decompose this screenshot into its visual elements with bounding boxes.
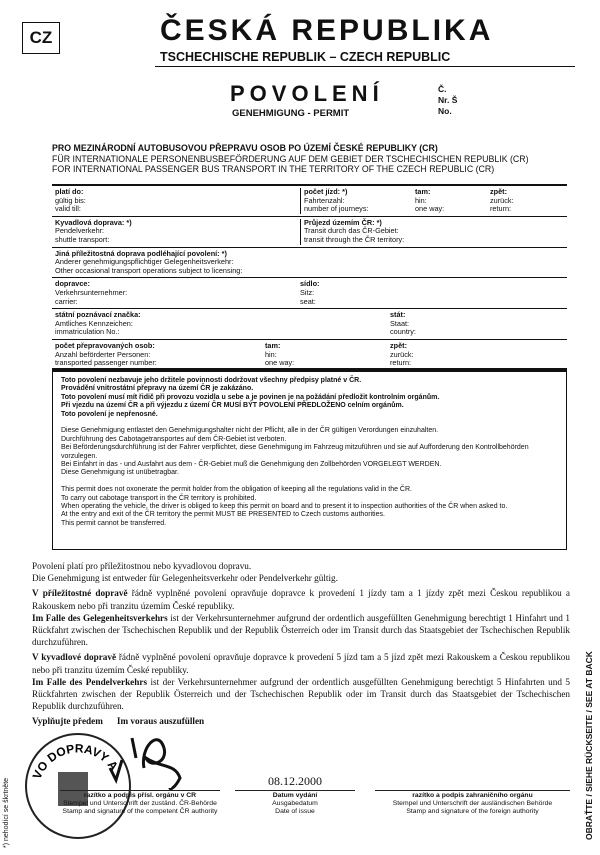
field-other-transport[interactable]: Jiná příležitostná doprava podléhající povolení: *) Anderer genehmigungspflichtiger Gelegenheitsverkehr: Other occasional transport operations subject to licensing: bbox=[55, 248, 243, 275]
see-back-note: OBRAŤTE / SIEHE RÜCKSEITE / SEE AT BACK bbox=[584, 651, 594, 840]
validity-de: Die Genehmigung ist entweder für Gelegenheitsverkehr oder Pendelverkehr gültig. bbox=[32, 573, 338, 584]
field-one-way[interactable]: tam: hin: one way: bbox=[415, 187, 445, 214]
signature bbox=[100, 724, 190, 790]
notice-cz: Toto povolení nezbavuje jeho držitele povinnosti dodržovat všechny předpisy platné v ČR. bbox=[61, 377, 362, 384]
foreign-authority-label: razítko a podpis zahraničního orgánu Stempel und Unterschrift der ausländischen Behörde Stamp and signature of the foreign authority bbox=[392, 792, 553, 815]
field-transit[interactable]: Průjezd územím ČR: *) Transit durch das ČR-Gebiet: transit through the ČR territory: bbox=[300, 219, 564, 245]
notice-en: This permit does not oxonerate the permit holder from the obligation of keeping all the regulations valid in the ČR. bbox=[61, 486, 412, 494]
field-passengers[interactable]: počet přepravovaných osob: Anzahl beförderter Personen: transported passenger number: bbox=[55, 340, 157, 368]
shuttle-cz: V kyvadlové dopravě řádně vyplněné povolení opravňuje dopravce k provedení 5 jízd tam a 5 jízd zpět mezi Rakouskem a Českou republikou nebo při tranzitu územím České republiky. bbox=[32, 652, 570, 675]
cz-authority-label: razítko a podpis přísl. orgánu v CR Stempel und Unterschrift der zuständ. ČR-Behörde Stamp and signature of the competent ČR authority bbox=[62, 792, 218, 815]
form-row-other bbox=[52, 248, 567, 279]
field-passengers-one-way[interactable]: tam: hin: one way: bbox=[265, 340, 295, 368]
number-label: No. bbox=[438, 106, 452, 116]
fill-in-advance: Vyplňujte předem Im voraus auszufüllen bbox=[32, 716, 205, 727]
form-row-shuttle bbox=[52, 217, 567, 248]
purpose-cz: PRO MEZINÁRODNÍ AUTOBUSOVOU PŘEPRAVU OSOB PO ÚZEMÍ ČESKÉ REPUBLIKY (CR) bbox=[52, 143, 438, 153]
notice-de: Diese Genehmigung entlastet den Genehmigungshalter nicht der Pflicht, alle in der ČR gültigen Verordungen einzuhalten. bbox=[61, 427, 439, 435]
form-row-passengers bbox=[52, 340, 567, 370]
issue-date: 08.12.2000 bbox=[268, 774, 322, 788]
form-row-carrier bbox=[52, 278, 567, 309]
permit-purpose bbox=[52, 143, 577, 175]
notice-de: Bei Beförderungsdurchführung ist der Fahrer verpflichtet, diese Genehmigung im Fahrzeug mitzuführen und sie auf Aufforderung den Kontrollbehörden vorzulegen. bbox=[61, 444, 529, 460]
notice-cz: Toto povolení musí mít řidič při provozu vozidla u sebe a je povinen je na požádání předložit kontrolním orgánům. bbox=[61, 393, 440, 401]
document-title: ČESKÁ REPUBLIKA bbox=[160, 14, 494, 47]
date-line bbox=[235, 790, 355, 791]
field-seat[interactable]: sídlo: Sitz: seat: bbox=[300, 279, 320, 306]
notice-cz: Při vjezdu na území ČR a při výjezdu z území ČR MUSÍ BÝT POVOLENÍ PŘEDLOŽENO celním orgánům. bbox=[61, 402, 404, 410]
notice-de: Diese Genehmigung ist unübetragbar. bbox=[61, 469, 179, 477]
notice-en: This permit cannot be transferred. bbox=[61, 519, 167, 527]
form-row-plate bbox=[52, 309, 567, 340]
purpose-de: FÜR INTERNATIONALE PERSONENBUSBEFÖRDERUNG AUF DEM GEBIET DER TSCHECHISCHEN REPUBLIK (CR) bbox=[52, 153, 529, 164]
permit-title: POVOLENÍ bbox=[230, 81, 384, 106]
field-passengers-return[interactable]: zpět: zurück: return: bbox=[390, 340, 414, 368]
field-carrier[interactable]: dopravce: Verkehrsunternehmer: carrier: bbox=[55, 279, 128, 306]
country-code-box: CZ bbox=[22, 22, 60, 54]
notice-cz: Provádění vnitrostátní přepravy na území ČR je zakázáno. bbox=[61, 385, 254, 393]
field-plate[interactable]: státní poznávací značka: Amtliches Kennzeichen: immatriculation No.: bbox=[55, 310, 141, 337]
notice-de: Durchführung des Cabotagetransportes auf dem ČR-Gebiet ist verboten. bbox=[61, 435, 287, 443]
field-journeys[interactable]: počet jízd: *) Fahrtenzahl: number of journeys: bbox=[300, 188, 415, 214]
strike-out-note: *) nehodící se škrtněte bbox=[3, 777, 10, 848]
occasional-de: Im Falle des Gelegenheitsverkehrs ist der Verkehrsunternehmer aufgrund der ordentlich ausgefüllten Genehmigung berechtigt 1 Hinfahrt und 1 Rückfahrt zwischen der Tschechischen Republik und der Republik Österreich oder im Transit durch das Staatsgebiet der Tschechischen Republik durchzuführen. bbox=[32, 612, 570, 648]
field-valid-till[interactable]: platí do: gültig bis: valid till: bbox=[55, 187, 86, 214]
notice-en: When operating the vehicle, the driver is obliged to keep this permit on board and to present it to inspection authorities of the ČR when asked to. bbox=[61, 503, 508, 511]
form-row-validity bbox=[52, 186, 567, 217]
permit-form bbox=[52, 184, 567, 372]
validity-cz: Povolení platí pro příležitostnou nebo kyvadlovou dopravu. bbox=[32, 561, 252, 571]
number-label: Nr. Š bbox=[438, 95, 458, 105]
notice-en: At the entry and exit of the ČR territory the permit MUST BE PRESENTED to Czech customs authorities. bbox=[61, 511, 385, 519]
permit-number bbox=[438, 84, 457, 117]
field-return[interactable]: zpět: zurück: return: bbox=[490, 187, 514, 214]
shuttle-de: Im Falle des Pendelverkehrs ist der Verkehrsunternehmer aufgrund der ordentlich ausgefüllten Genehmigung berechtigt 5 Hinfahrten und 5 Rückfahrten zwischen der Republik Österreich und der Tschechischen Republik oder im Transit durch das Staatsgebiet der Tschechischen Republik durchzuführen. bbox=[32, 676, 571, 712]
permit-validity-text bbox=[32, 560, 570, 728]
notice-cz: Toto povolení je nepřenosné. bbox=[61, 410, 158, 418]
stamp-text: VO DOPRAVY A bbox=[29, 741, 121, 782]
document-subtitle: TSCHECHISCHE REPUBLIK – CZECH REPUBLIC bbox=[160, 50, 451, 64]
cz-authority-line bbox=[60, 790, 220, 791]
permit-subtitle: GENEHMIGUNG - PERMIT bbox=[232, 108, 350, 119]
field-country[interactable]: stát: Staat: country: bbox=[390, 310, 416, 337]
occasional-cz: V příležitostné dopravě řádně vyplněné povolení opravňuje dopravce k provedení 1 jízdy tam a 1 jízdy zpět mezi Českou republikou a Rakouskem nebo při tranzitu územím České republiky. bbox=[32, 588, 570, 611]
notice-de: Bei Einfahrt in das - und Ausfahrt aus dem - ČR-Gebiet muß die Genehmigung den Zollbehörden VORGELEGT WERDEN. bbox=[61, 461, 442, 469]
header-divider bbox=[155, 66, 575, 67]
notice-en: To carry out cabotage transport in the ČR territory is prohibited. bbox=[61, 494, 257, 502]
number-label: Č. bbox=[438, 84, 447, 94]
permit-conditions bbox=[52, 368, 567, 550]
field-shuttle[interactable]: Kyvadlová doprava: *) Pendelverkehr: shuttle transport: bbox=[55, 217, 132, 244]
purpose-en: FOR INTERNATIONAL PASSENGER BUS TRANSPORT IN THE TERRITORY OF THE CZECH REPUBLIC (CR) bbox=[52, 164, 495, 174]
date-label: Datum vydání Ausgabedatum Date of issue bbox=[272, 792, 318, 815]
foreign-authority-line bbox=[375, 790, 570, 791]
